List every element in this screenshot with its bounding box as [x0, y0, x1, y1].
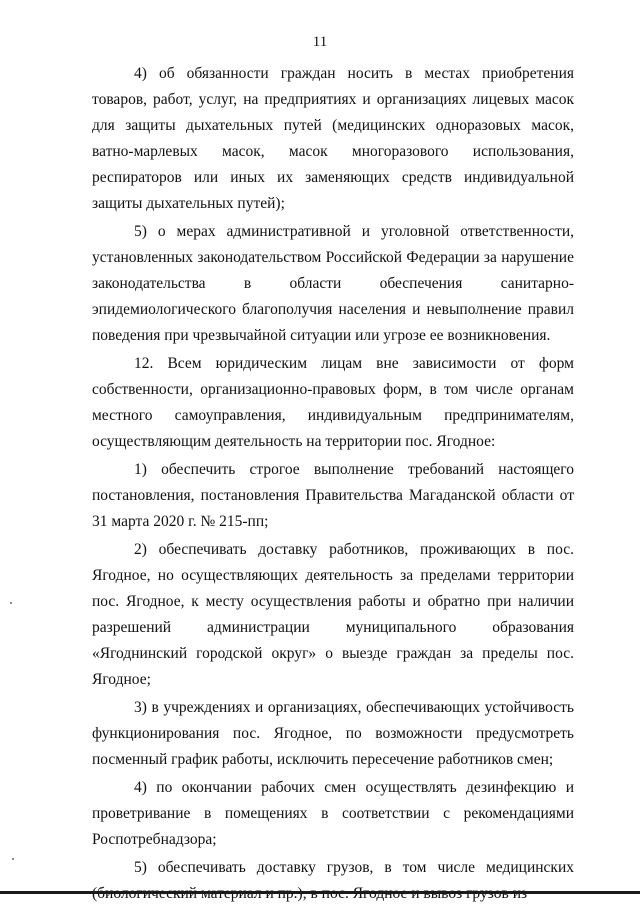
document-body: [92, 61, 574, 909]
paragraph-item-4-disinfection: 4) по окончании рабочих смен осуществлять дезинфекцию и проветривание в помещениях в соответствии с рекомендациями Роспотребнадзора;: [92, 779, 574, 848]
scan-speck: [12, 858, 14, 860]
paragraph-item-1-compliance: 1) обеспечить строгое выполнение требований настоящего постановления, постановления Правительства Магаданской области от 31 марта 2020 г. № 215-пп;: [92, 461, 574, 530]
scan-bottom-edge: [0, 891, 640, 894]
paragraph-item-5-cargo: 5) обеспечивать доставку грузов, в том числе медицинских: [134, 859, 574, 876]
paragraph-item-2-worker-delivery: 2) обеспечивать доставку работников, проживающих в пос. Ягодное, но осуществляющих деятельность за пределами территории пос. Ягодное, к месту осуществления работы и обратно при наличии разрешений администрации муниципального образования «Ягоднинский городской округ» о выезде граждан за пределы пос. Ягодное;: [92, 541, 574, 688]
paragraph-12-legal-entities: 12. Всем юридическим лицам вне зависимости от форм собственности, организационно-правовых форм, в том числе органам местного самоуправления, индивидуальным предпринимателям, осуществляющим деятельность на территории пос. Ягодное:: [92, 355, 574, 450]
paragraph-item-5-liability: 5) о мерах административной и уголовной ответственности, установленных законодательством Российской Федерации за нарушение законодательства в области обеспечения санитарно-эпидемиологического благополучия населения и невыполнение правил поведения при чрезвычайной ситуации или угрозе ее возникновения.: [92, 223, 574, 344]
scan-speck: [10, 602, 12, 604]
paragraph-item-4-masks: 4) об обязанности граждан носить в местах приобретения товаров, работ, услуг, на предприятиях и организациях лицевых масок для защиты дыхательных путей (медицинских одноразовых масок, ватно-марлевых масок, масок многоразового использования, респираторов или иных их заменяющих средств индивидуальной защиты дыхательных путей);: [92, 65, 574, 212]
page-number: 11: [312, 34, 328, 50]
paragraph-item-3-shift-schedule: 3) в учреждениях и организациях, обеспечивающих устойчивость функционирования пос. Ягодное, по возможности предусмотреть посменный график работы, исключить пересечение работников смен;: [92, 699, 574, 768]
